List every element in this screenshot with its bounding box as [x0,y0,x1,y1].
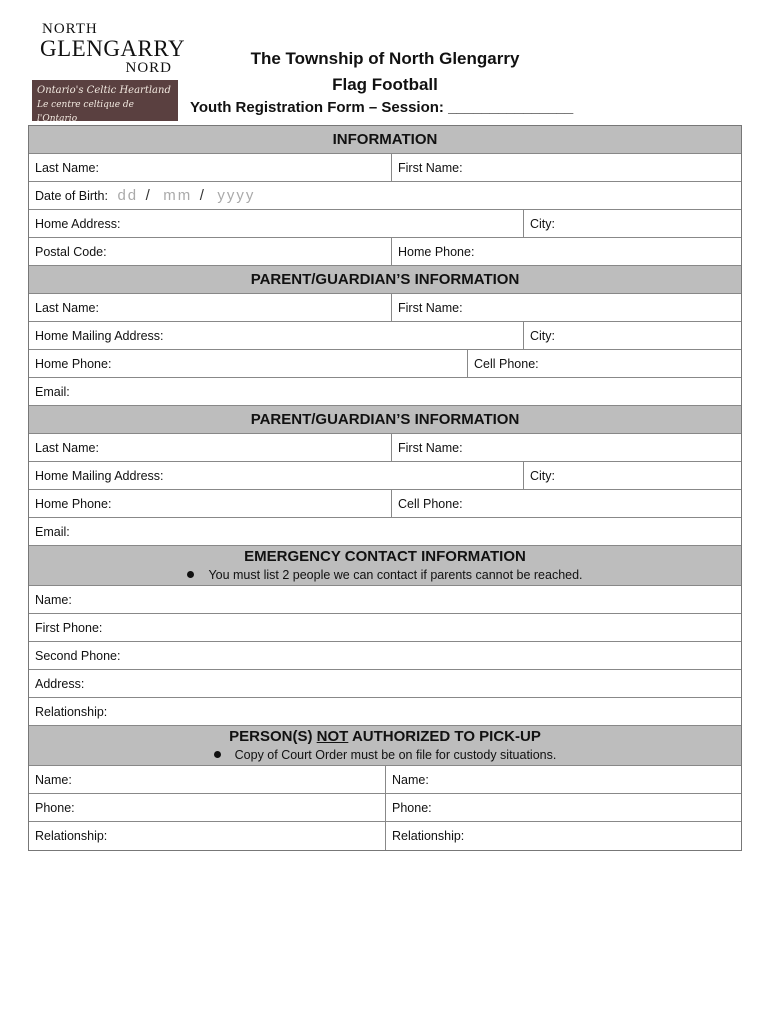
section-header-parent-1: PARENT/GUARDIAN’S INFORMATION [29,266,741,294]
logo-tagline-fr: Le centre celtique de l'Ontario [37,100,135,124]
program-title: Flag Football [332,75,438,94]
child-last-name-field[interactable]: Last Name: [35,161,99,175]
row-parent1-email [29,378,741,406]
parent1-cell-phone-field[interactable]: Cell Phone: [467,350,741,377]
dob-separator: / [145,187,150,204]
not-authorized-name-1-field[interactable]: Name: [35,773,72,787]
parent2-home-phone-field[interactable]: Home Phone: [35,497,112,511]
parent2-last-name-field[interactable]: Last Name: [35,441,99,455]
not-authorized-note [29,748,741,762]
document-title: The Township of North Glengarry [250,49,520,68]
child-city-field[interactable]: City: [523,210,741,237]
parent1-mailing-address-field[interactable]: Home Mailing Address: [35,329,164,343]
dob-month-placeholder[interactable]: mm [163,187,193,204]
emergency-relationship-field[interactable]: Relationship: [35,705,108,719]
section-header-information: INFORMATION [29,126,741,154]
child-first-name-field[interactable]: First Name: [391,154,741,181]
emergency-name-field[interactable]: Name: [35,593,72,607]
parent1-last-name-field[interactable]: Last Name: [35,301,99,315]
parent2-city-field[interactable]: City: [523,462,741,489]
title-part: PERSON(S) [229,728,317,745]
date-of-birth-field[interactable] [29,182,741,209]
bullet-icon [187,571,194,578]
parent2-mailing-address-field[interactable]: Home Mailing Address: [35,469,164,483]
logo-banner [32,80,178,124]
not-authorized-relationship-1-field[interactable]: Relationship: [35,829,108,843]
row-parent1-phone [29,350,741,378]
parent1-city-field[interactable]: City: [523,322,741,349]
section-header-emergency [29,546,741,586]
emergency-title: EMERGENCY CONTACT INFORMATION [244,548,526,565]
child-home-phone-field[interactable]: Home Phone: [391,238,741,265]
row-emergency-relationship [29,698,741,726]
emergency-second-phone-field[interactable]: Second Phone: [35,649,121,663]
section-header-parent-2: PARENT/GUARDIAN’S INFORMATION [29,406,741,434]
dob-year-placeholder[interactable]: yyyy [217,187,256,204]
parent2-email-field[interactable]: Email: [35,525,70,539]
emergency-first-phone-field[interactable]: First Phone: [35,621,103,635]
logo-north: NORTH [42,21,98,37]
child-home-address-field[interactable]: Home Address: [35,217,121,231]
registration-form [28,125,742,851]
logo-glengarry: GLENGARRY [40,36,186,61]
row-emergency-second-phone [29,642,741,670]
not-authorized-name-2-field[interactable]: Name: [385,766,741,793]
row-parent1-address [29,322,741,350]
row-parent2-phone [29,490,741,518]
row-parent2-name [29,434,741,462]
row-emergency-address [29,670,741,698]
document-heading [190,46,580,98]
dob-day-placeholder[interactable]: dd [117,187,139,204]
row-parent2-email [29,518,741,546]
parent1-first-name-field[interactable]: First Name: [391,294,741,321]
row-postal [29,238,741,266]
row-not-authorized-name [29,766,741,794]
bullet-icon [214,751,221,758]
not-authorized-note-text: Copy of Court Order must be on file for custody situations. [234,748,557,762]
title-part: AUTHORIZED TO PICK-UP [348,728,541,745]
dob-label: Date of Birth: [35,189,108,203]
township-logo [32,21,186,124]
emergency-address-field[interactable]: Address: [35,677,85,691]
row-not-authorized-phone [29,794,741,822]
row-emergency-name [29,586,741,614]
row-emergency-first-phone [29,614,741,642]
not-authorized-relationship-2-field[interactable]: Relationship: [385,822,741,850]
title-not: NOT [316,728,349,745]
postal-code-field[interactable]: Postal Code: [35,245,107,259]
section-header-not-authorized [29,726,741,766]
logo-tagline-en: Ontario's Celtic Heartland [37,85,171,96]
dob-separator: / [199,187,204,204]
logo-nord: NORD [125,60,172,76]
emergency-note [29,568,741,582]
parent1-home-phone-field[interactable]: Home Phone: [35,357,112,371]
row-address [29,210,741,238]
row-not-authorized-relationship [29,822,741,850]
emergency-note-text: You must list 2 people we can contact if parents cannot be reached. [208,568,583,582]
row-name [29,154,741,182]
row-parent2-address [29,462,741,490]
not-authorized-title [29,728,741,745]
parent2-first-name-field[interactable]: First Name: [391,434,741,461]
parent2-cell-phone-field[interactable]: Cell Phone: [391,490,741,517]
session-line: Youth Registration Form – Session: _______________ [190,99,574,116]
row-parent1-name [29,294,741,322]
not-authorized-phone-1-field[interactable]: Phone: [35,801,75,815]
row-dob [29,182,741,210]
parent1-email-field[interactable]: Email: [35,385,70,399]
not-authorized-phone-2-field[interactable]: Phone: [385,794,741,821]
